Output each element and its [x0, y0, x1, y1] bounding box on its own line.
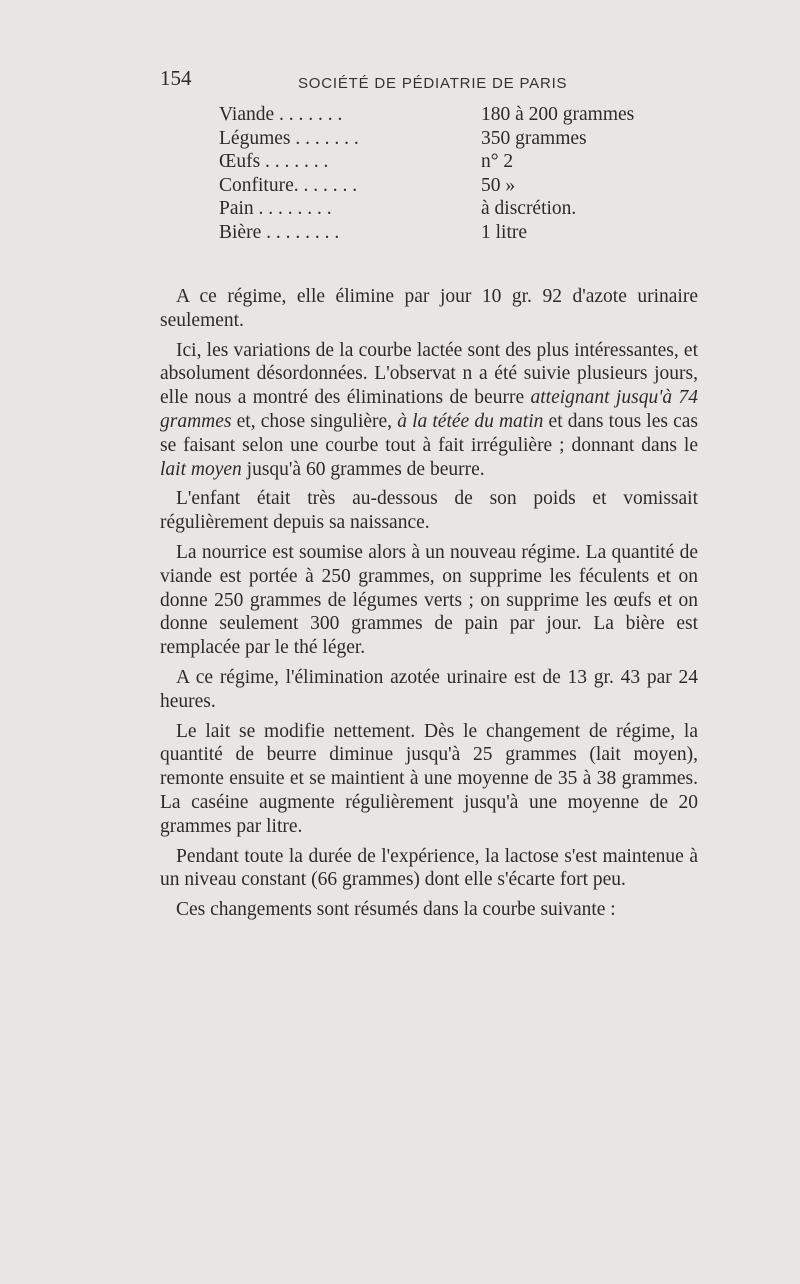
diet-quantity: à discrétion. [481, 198, 577, 220]
diet-row [219, 150, 699, 174]
diet-item: Confiture. . . . . . . [219, 174, 358, 196]
diet-item: Œufs . . . . . . . [219, 151, 329, 173]
diet-quantity: 350 grammes [481, 127, 587, 149]
page-number: 154 [160, 66, 192, 90]
diet-row [219, 103, 699, 127]
text-span: jusqu'à 60 grammes de beurre. [241, 458, 485, 480]
text-span: et dans tous les cas se faisant selon une courbe tout à fait irrégulière ; donnant dans le [160, 410, 698, 456]
diet-quantity: 50 » [481, 174, 516, 196]
page-header [160, 66, 720, 96]
diet-quantity: n° 2 [481, 151, 514, 173]
italic-text: à la tétée du matin [397, 410, 544, 432]
diet-item: Viande . . . . . . . [219, 104, 343, 125]
paragraph-variations [160, 339, 698, 482]
italic-text: lait moyen [160, 458, 242, 480]
paragraph-elimination: A ce régime, l'élimination azotée urinaire est de 13 gr. 43 par 24 heures. [160, 666, 698, 712]
diet-row [219, 174, 699, 198]
diet-item: Légumes . . . . . . . [219, 127, 359, 149]
paragraph-enfant: L'enfant était très au-dessous de son poids et vomissait régulièrement depuis sa naissance. [160, 488, 698, 534]
body-text [160, 285, 698, 928]
diet-row [219, 127, 699, 151]
diet-quantity: 180 à 200 grammes [481, 104, 635, 125]
diet-list [219, 103, 699, 245]
diet-row [219, 221, 699, 245]
running-title: SOCIÉTÉ DE PÉDIATRIE DE PARIS [298, 75, 568, 92]
diet-item: Pain . . . . . . . . [219, 198, 332, 220]
paragraph-lait: Le lait se modifie nettement. Dès le changement de régime, la quantité de beurre diminue jusqu'à 25 grammes (lait moyen), remonte ensuite et se maintient à une moyenne de 35 à 38 grammes. La caséine augmente régulièrement jusqu'à une moyenne de 20 grammes par litre. [160, 720, 698, 837]
paragraph-lactose: Pendant toute la durée de l'expérience, la lactose s'est maintenue à un niveau constant (66 grammes) dont elle s'écarte fort peu. [160, 845, 698, 891]
diet-item: Bière . . . . . . . . [219, 221, 340, 243]
text-span: Ici, les variations de la courbe lactée sont des plus intéressantes, et absolument désordonnées. L'observat n a été suivie plusieurs jours, elle nous a montré des éliminations de beurre [160, 339, 698, 409]
diet-row [219, 197, 699, 221]
paragraph-nouveau-regime: La nourrice est soumise alors à un nouveau régime. La quantité de viande est portée à 250 grammes, on supprime les féculents et on donne 250 grammes de légumes verts ; on supprime les œufs et on donne seulement 300 grammes de pain par jour. La bière est remplacée par le thé léger. [160, 541, 698, 659]
diet-quantity: 1 litre [481, 221, 528, 243]
italic-text: atteignant jusqu'à 74 grammes [160, 387, 698, 432]
paragraph-regime-azote: A ce régime, elle élimine par jour 10 gr. 92 d'azote urinaire seulement. [160, 286, 698, 331]
paragraph-courbe: Ces changements sont résumés dans la courbe suivante : [176, 899, 616, 921]
text-span: et, chose singulière, [231, 410, 398, 432]
